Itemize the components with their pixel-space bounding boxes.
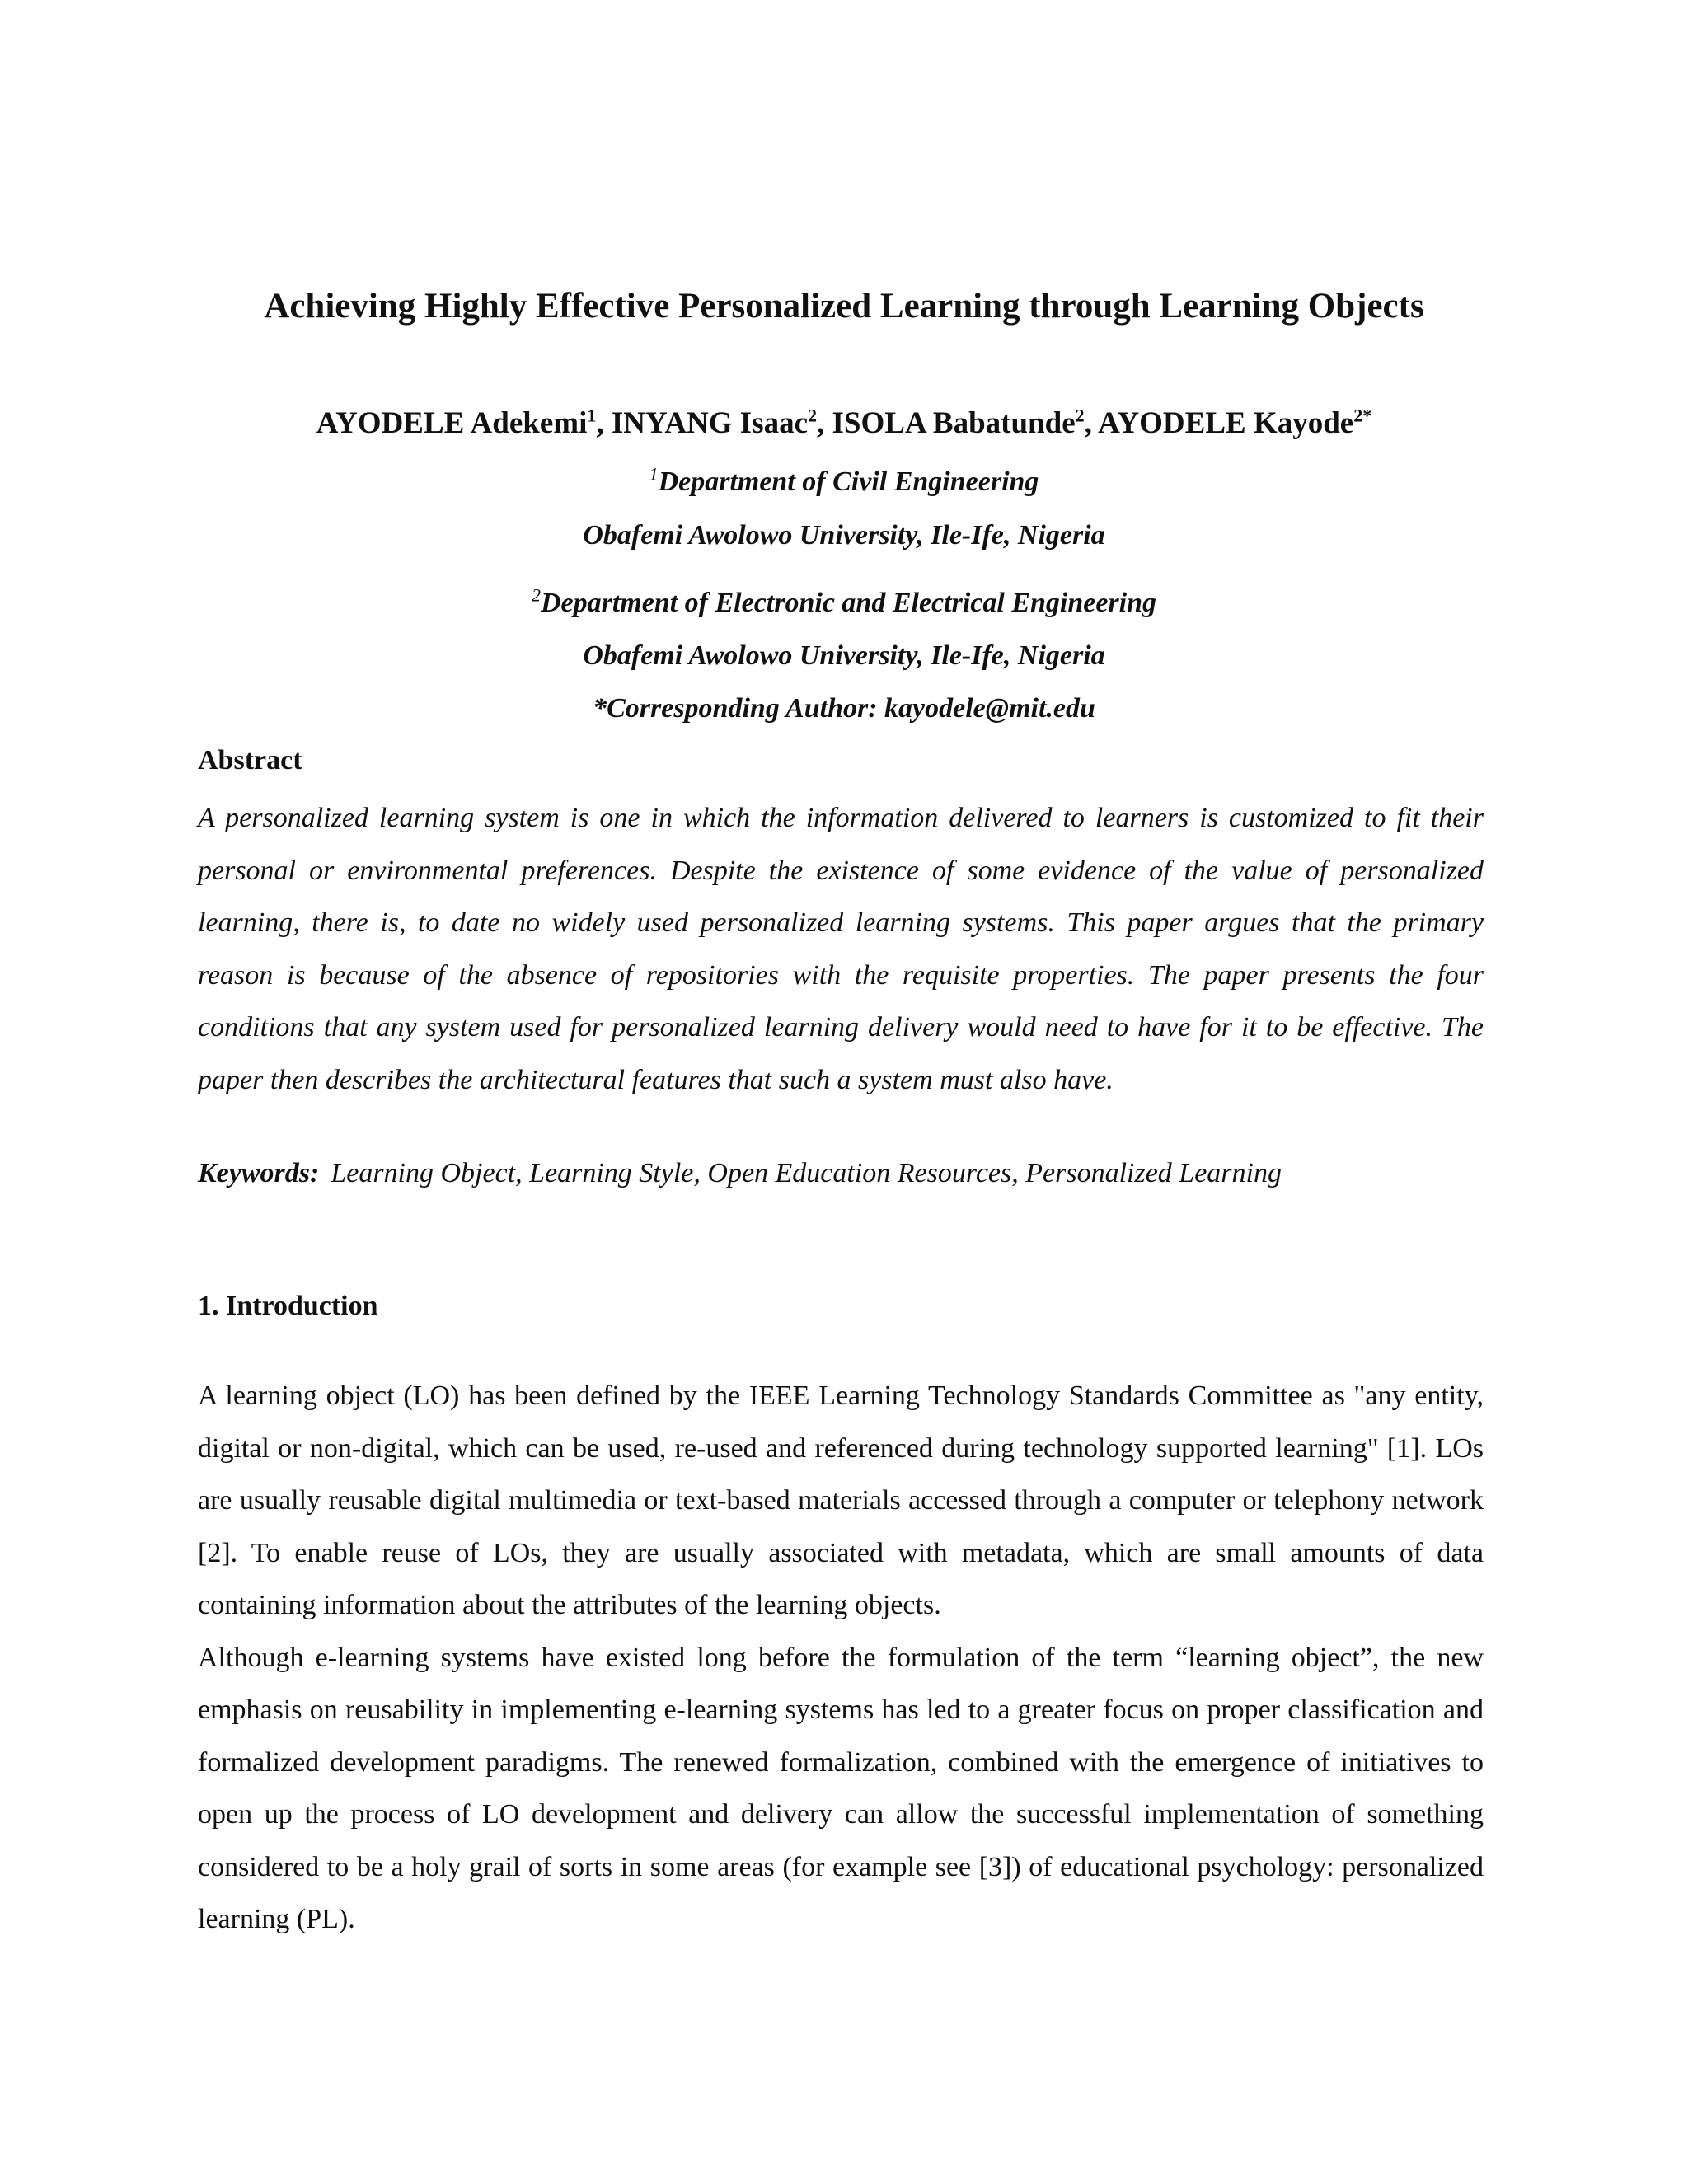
author-separator: , — [596, 406, 612, 440]
introduction-heading: 1. Introduction — [198, 1291, 378, 1321]
author-separator: , — [1084, 406, 1099, 440]
introduction-paragraph-2: Although e-learning systems have existed long before the formulation of the term “learning object”, the new emphasis on reusability in implementing e-learning systems has led to a greater focus on proper classification and formalized development paradigms. The renewed formalization, combined with the emergence of initiatives to open up the process of LO development and delivery can allow the successful implementation of something considered to be a holy grail of sorts in some areas (for example see [3]) of educational psychology: personalized learning (PL). — [198, 1642, 1484, 1934]
author-affiliation-mark: 2* — [1353, 405, 1372, 426]
author-name: AYODELE Adekemi — [316, 406, 588, 440]
keywords-label: Keywords: — [198, 1158, 320, 1188]
keywords-text: Learning Object, Learning Style, Open Education Resources, Personalized Learning — [331, 1158, 1282, 1188]
paper-title: Achieving Highly Effective Personalized Learning through Learning Objects — [264, 287, 1424, 326]
introduction-body — [198, 1370, 1484, 1946]
abstract-heading: Abstract — [198, 745, 302, 776]
affiliation-2-department-text: Department of Electronic and Electrical Engineering — [540, 588, 1157, 618]
corresponding-author: *Corresponding Author: kayodele@mit.edu — [593, 693, 1095, 724]
affiliation-1-mark: 1 — [649, 463, 659, 485]
affiliation-1-department — [0, 463, 1688, 499]
abstract-text: A personalized learning system is one in which the information delivered to learners is customized to fit their personal or environmental preferences. Despite the existence of some evidence of the value of personalized learning, there is, to date no widely used personalized learning systems. This paper argues that the primary reason is because of the absence of repositories with the requisite properties. The paper presents the four conditions that any system used for personalized learning delivery would need to have for it to be effective. The paper then describes the architectural features that such a system must also have. — [198, 803, 1484, 1095]
author-name: ISOLA Babatunde — [832, 406, 1076, 440]
affiliation-1-university: Obafemi Awolowo University, Ile-Ife, Nigeria — [583, 520, 1105, 551]
author-separator: , — [817, 406, 832, 440]
author-affiliation-mark: 2 — [1075, 405, 1085, 426]
introduction-paragraph-1: A learning object (LO) has been defined by the IEEE Learning Technology Standards Committee as "any entity, digital or non-digital, which can be used, re-used and referenced during technology supported learning" [1]. LOs are usually reusable digital multimedia or text-based materials accessed through a computer or telephony network [2]. To enable reuse of LOs, they are usually associated with metadata, which are small amounts of data containing information about the attributes of the learning objects. — [198, 1380, 1484, 1620]
author-name: INYANG Isaac — [611, 406, 809, 440]
author-list — [0, 405, 1688, 442]
author-affiliation-mark: 1 — [587, 405, 597, 426]
keywords — [198, 1157, 1484, 1191]
author-affiliation-mark: 2 — [808, 405, 818, 426]
affiliation-2-department — [0, 584, 1688, 621]
affiliation-2-university: Obafemi Awolowo University, Ile-Ife, Nigeria — [583, 640, 1105, 671]
affiliation-1-department-text: Department of Civil Engineering — [658, 466, 1039, 497]
author-name: AYODELE Kayode — [1098, 406, 1354, 440]
affiliation-2-mark: 2 — [531, 584, 541, 606]
